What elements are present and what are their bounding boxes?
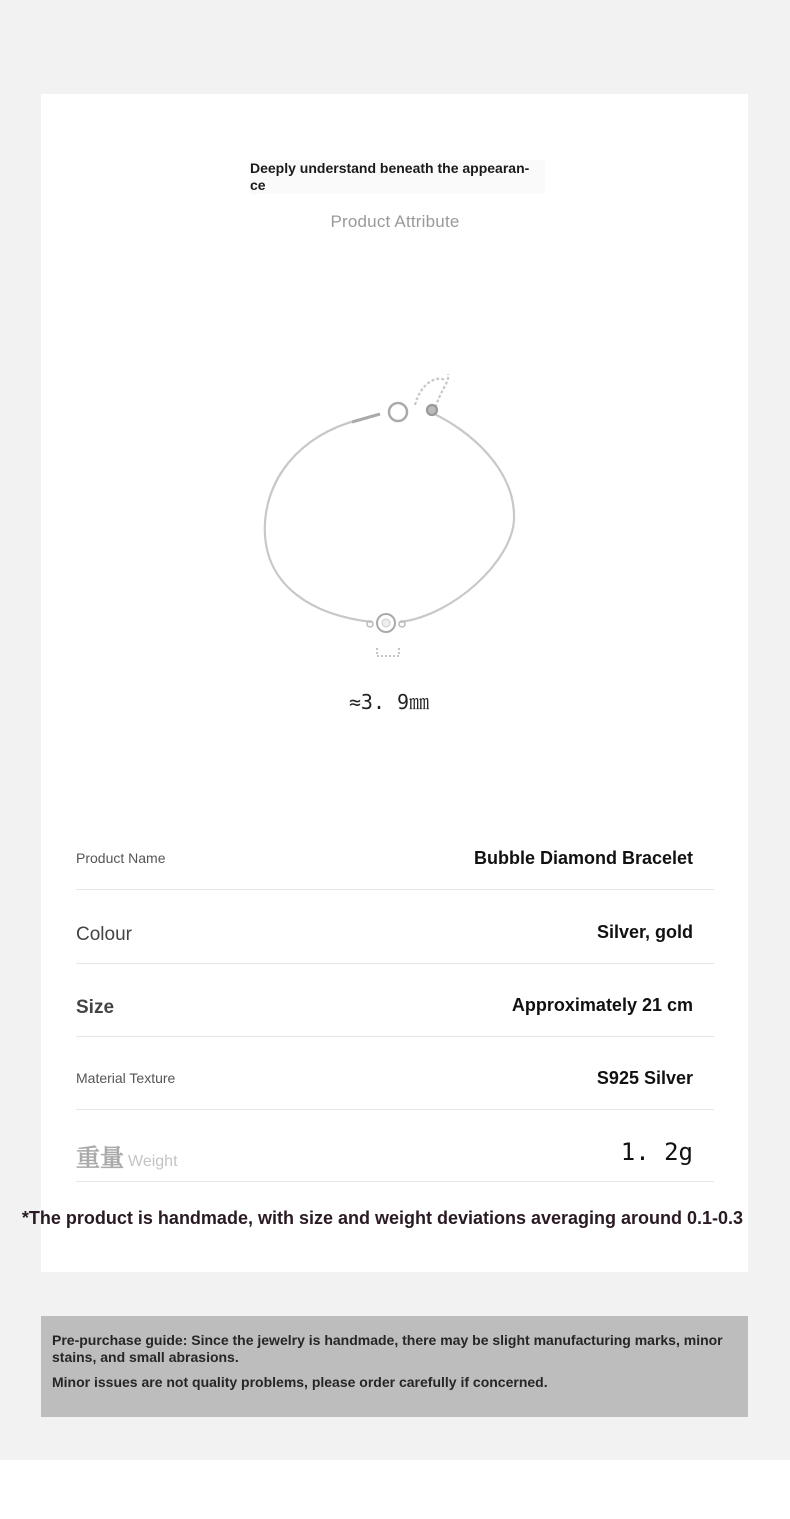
attribute-label: Material Texture xyxy=(76,1070,176,1086)
attribute-label: Product Name xyxy=(76,850,166,866)
attribute-value: Silver, gold xyxy=(596,922,693,942)
handmade-note: *The product is handmade, with size and weight deviations averaging around 0.1-0.3 xyxy=(21,1208,744,1228)
tagline: Deeply understand beneath the appearan- ce xyxy=(250,160,545,194)
attribute-row-size xyxy=(76,963,714,1037)
pre-purchase-guide xyxy=(41,1316,748,1417)
attribute-value: Bubble Diamond Bracelet xyxy=(473,848,693,868)
bubble-size-measurement: ≈3. 9㎜ xyxy=(348,690,430,714)
attribute-row-material xyxy=(76,1036,714,1110)
attribute-label-cn: 重量 xyxy=(76,1145,124,1172)
attribute-row-colour xyxy=(76,890,714,964)
attribute-label xyxy=(76,1138,178,1173)
guide-line-1: Pre-purchase guide: Since the jewelry is handmade, there may be slight manufacturing marks, minor stains, and small abrasions. xyxy=(52,1332,723,1365)
attribute-row-product-name xyxy=(76,816,714,890)
attribute-label-en: Weight xyxy=(128,1153,178,1170)
attribute-value: Approximately 21 cm xyxy=(511,995,693,1015)
guide-line-2: Minor issues are not quality problems, please order carefully if concerned. xyxy=(52,1374,548,1390)
attribute-label: Size xyxy=(76,997,115,1018)
attribute-label: Colour xyxy=(76,924,132,945)
attribute-value: 1. 2g xyxy=(620,1138,693,1166)
attribute-row-weight xyxy=(76,1108,714,1182)
bracelet-product-image xyxy=(240,360,540,670)
page-footer-strip xyxy=(0,1460,790,1519)
attribute-value: S925 Silver xyxy=(596,1068,693,1088)
section-title: Product Attribute xyxy=(330,212,460,231)
